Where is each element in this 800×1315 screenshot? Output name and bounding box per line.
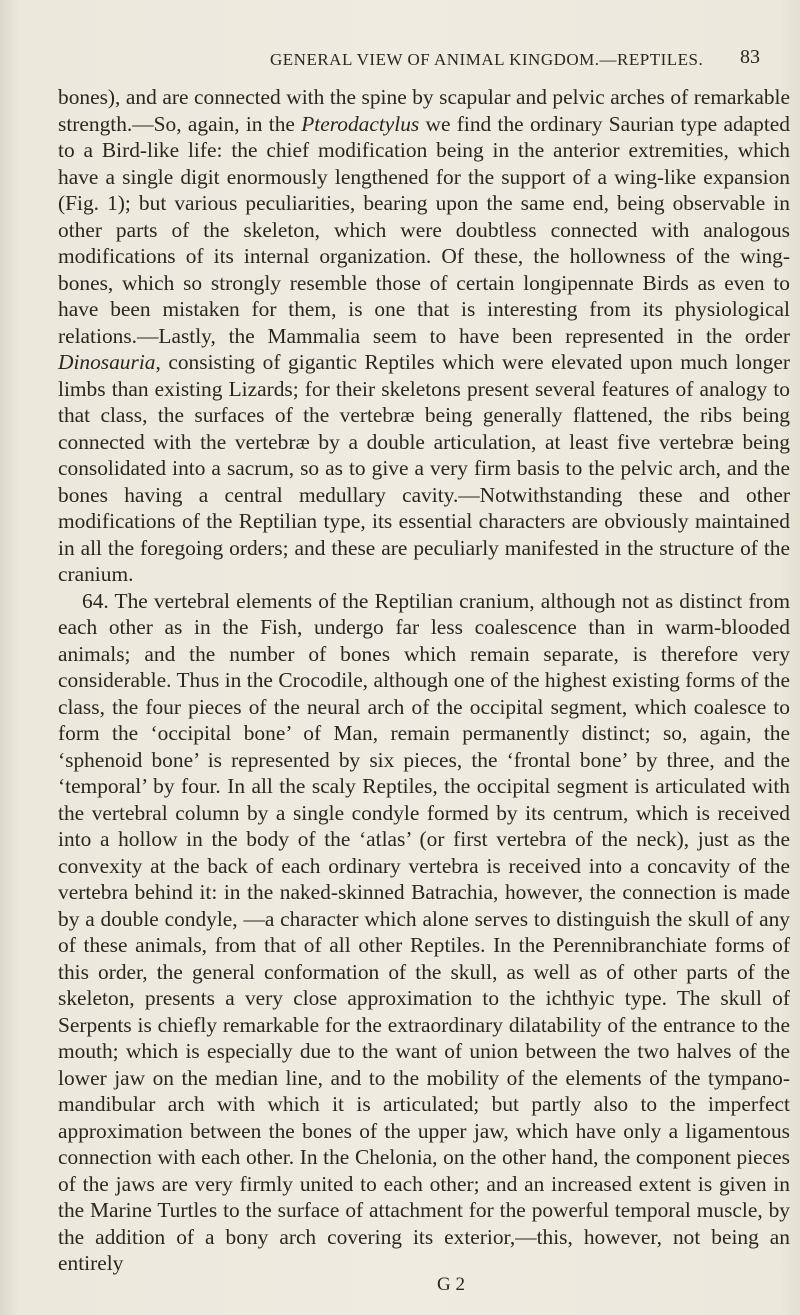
paragraph-64: 64. The vertebral elements of the Reptilian cranium, although not as distinct from each other as in the Fish, undergo far less coalescence than in warm-blooded animals; and the number of bones which remain separate, is therefore very considerable. Thus in the Crocodile, although one of the highest existing forms of the class, the four pieces of the neural arch of the occipital segment, which coalesce to form the ‘occipital bone’ of Man, remain permanently distinct; so, again, the ‘sphenoid bone’ is represented by six pieces, the ‘frontal bone’ by three, and the ‘temporal’ by four. In all the scaly Reptiles, the occipital segment is articulated with the vertebral column by a single condyle formed by its centrum, which is received into a hollow in the body of the ‘atlas’ (or first vertebra of the neck), just as the convexity at the back of each ordinary vertebra is received into a concavity of the vertebra behind it: in the naked-skinned Batrachia, however, the connection is made by a double condyle, —a character which alone serves to distinguish the skull of any of these animals, from that of all other Reptiles. In the Perennibranchiate forms of this order, the general conformation of the skull, as well as of other parts of the skeleton, presents a very close approximation to the ichthyic type. The skull of Serpents is chiefly remarkable for the extraordinary dilatability of the entrance to the mouth; which is especially due to the want of union between the two halves of the lower jaw on the median line, and to the mobility of the elements of the tympano-mandibular arch with which it is articulated; but partly also to the imperfect approximation between the bones of the upper jaw, which have only a ligamentous connection with each other. In the Chelonia, on the other hand, the component pieces of the jaws are very firmly united to each other; and an increased extent is given in the Marine Turtles to the surface of attachment for the powerful temporal muscle, by the addition of a bony arch covering its exterior,—this, however, not being an entirely <box>58 588 790 1275</box>
page-number: 83 <box>740 46 760 68</box>
paragraph-continuation <box>58 84 790 588</box>
text-run: bones), and are connected with the spine by scapular and pelvic arches of remarkable strength.—So, again, in the <box>58 85 790 136</box>
signature-mark: G 2 <box>437 1274 465 1295</box>
running-head: GENERAL VIEW OF ANIMAL KINGDOM.—REPTILES. <box>270 50 704 69</box>
italic-term: Pterodactylus <box>301 111 420 136</box>
italic-term: Dinosauria <box>58 350 156 374</box>
text-run: we find the ordinary Saurian type adapted to a Bird-like life: the chief modification being in the anterior extremities, which have a single digit enormously lengthened for the support of a wing-like expansion (Fig. 1); but various peculiarities, bearing upon the same end, being observable in other parts of the skeleton, which were doubtless connected with analogous modifications of its internal organization. Of these, the hollowness of the wing-bones, which so strongly resemble those of certain longipennate Birds as even to have been mistaken for them, is one that is interesting from its physiological relations.—Lastly, the Mammalia seem to have been represented in the order <box>58 111 790 348</box>
text-run: , consisting of gigantic Reptiles which were elevated upon much longer limbs than existing Lizards; for their skeletons present several features of analogy to that class, the surfaces of the vertebræ being generally flattened, the ribs being connected with the vertebræ by a double articulation, at least five vertebræ being consolidated into a sacrum, so as to give a very firm basis to the pelvic arch, and the bones having a central medullary cavity.—Notwithstanding these and other modifications of the Reptilian type, its essential characters are obviously maintained in all the foregoing orders; and these are peculiarly manifested in the structure of the cranium. <box>58 350 790 586</box>
body-text <box>58 84 790 1277</box>
